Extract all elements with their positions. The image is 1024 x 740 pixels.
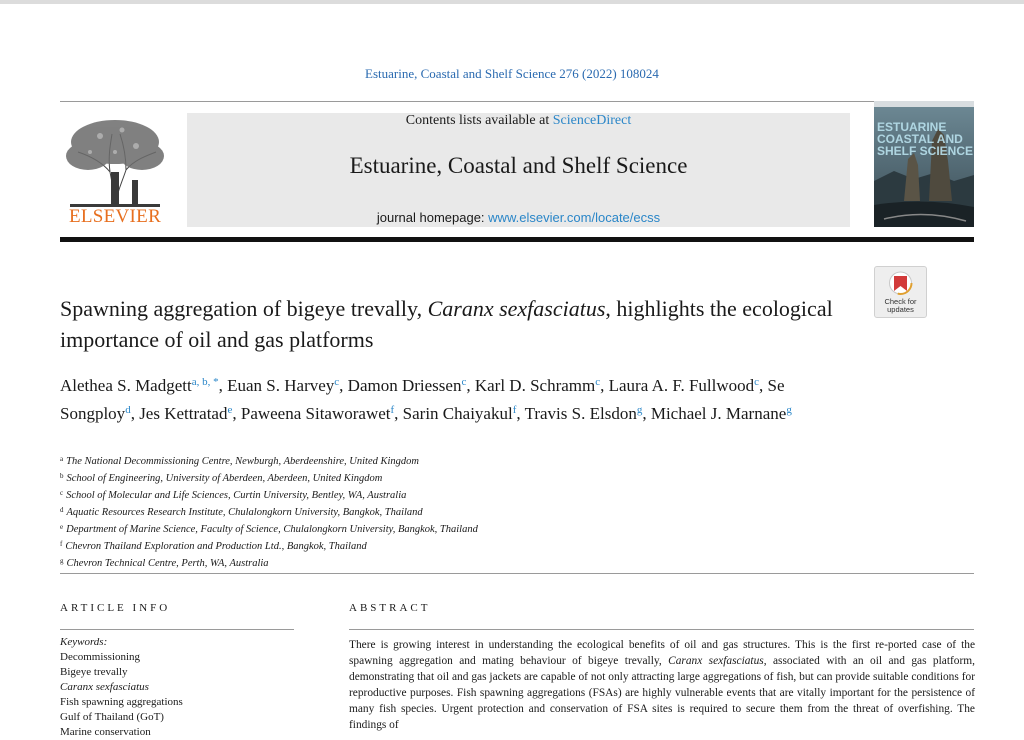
keyword-item: Caranx sexfasciatus <box>60 681 149 693</box>
journal-cover-image <box>874 101 974 227</box>
check-updates-icon <box>875 267 926 299</box>
author-name[interactable]: Jes Kettratad <box>139 404 228 423</box>
author-name[interactable]: Se Songploy <box>60 376 785 423</box>
check-for-updates-button[interactable]: Check for updates <box>874 266 927 318</box>
abstract-heading: ABSTRACT <box>349 602 431 614</box>
keyword-item: Gulf of Thailand (GoT) <box>60 711 164 723</box>
author-affiliation-marker[interactable]: a, b, * <box>191 376 219 388</box>
viewer-top-bar <box>0 0 1024 4</box>
journal-homepage-link[interactable]: www.elsevier.com/locate/ecss <box>488 210 661 225</box>
author-name[interactable]: Michael J. Marnane <box>650 404 787 423</box>
author-affiliation-marker[interactable]: f <box>512 404 517 416</box>
author-affiliation-marker[interactable]: c <box>461 376 467 388</box>
author-affiliation-marker[interactable]: g <box>636 404 643 416</box>
author-name[interactable]: Euan S. Harvey <box>227 376 335 395</box>
affiliation-item: $^d$ Aquatic Resources Research Institute, Chulalongkorn University, Bangkok, Thailand <box>60 506 423 518</box>
homepage-line: journal homepage: www.elsevier.com/locate/ecss <box>376 210 661 225</box>
cover-title-text: ESTUARINE COASTAL AND SHELF SCIENCE <box>877 120 974 158</box>
author-name[interactable]: Laura A. F. Fullwood <box>608 376 755 395</box>
keyword-list <box>60 650 300 740</box>
author-affiliation-marker[interactable]: c <box>334 376 340 388</box>
keywords-label: Keywords: <box>60 636 108 648</box>
author-name[interactable]: Alethea S. Madgett <box>60 376 192 395</box>
keyword-item: Decommissioning <box>60 651 141 663</box>
sciencedirect-link[interactable]: ScienceDirect <box>552 113 632 128</box>
elsevier-wordmark: ELSEVIER <box>68 206 162 227</box>
article-info-heading: ARTICLE INFO <box>60 602 171 614</box>
header-bottom-rule <box>60 237 974 242</box>
author-affiliation-marker[interactable]: g <box>786 404 792 416</box>
author-affiliation-marker[interactable]: f <box>390 404 395 416</box>
article-title: Spawning aggregation of bigeye trevally, Caranx sexfasciatus, highlights the ecological importance of oil and gas platforms <box>60 296 833 352</box>
author-name[interactable]: Sarin Chaiyakul <box>402 404 513 423</box>
author-list: Alethea S. Madgett$^{a, b, *}$, Euan S. Harvey$^c$, Damon Driessen$^c$, Karl D. Schramm$^c$, Laura A. F. Fullwood$^c$, Se Songploy$^d$, Jes Kettratad$^e$, Paweena Sitaworawet$^f$, Sarin Chaiyakul$^f$, Travis S. Elsdon$^g$, Michael J. Marnane$^g$ <box>60 376 792 423</box>
author-affiliation-marker[interactable]: d <box>125 404 131 416</box>
abstract-text: There is growing interest in understanding the ecological benefits of oil and gas structures. This is the first re-ported case of the spawning aggregation and mating behaviour of bigeye trevally, Caranx sexfasciatus, associated with an oil and gas platform, demonstrating that oil and gas jackets are capable of not only attracting large aggregations of fish, but can provide suitable conditions for reproductive purposes. Fish spawning aggregations (FSAs) are highly vulnerable events that are vitally important for the persistence of many fish species. Urgent protection and conservation of FSA sites is required to secure them from the threat of overfishing. The findings of <box>349 639 975 731</box>
author-affiliation-marker[interactable]: c <box>754 376 760 388</box>
author-affiliation-marker[interactable]: e <box>227 404 233 416</box>
keyword-item: Marine conservation <box>60 726 151 738</box>
affiliation-item: $^c$ School of Molecular and Life Sciences, Curtin University, Bentley, WA, Australia <box>60 489 407 501</box>
affiliations-rule <box>60 573 974 574</box>
affiliation-item: $^g$ Chevron Technical Centre, Perth, WA, Australia <box>60 557 269 569</box>
journal-banner <box>187 113 850 227</box>
author-name[interactable]: Damon Driessen <box>347 376 462 395</box>
author-name[interactable]: Paweena Sitaworawet <box>240 404 391 423</box>
affiliation-list <box>60 452 860 571</box>
keyword-item: Bigeye trevally <box>60 666 128 678</box>
abstract-rule <box>349 629 974 630</box>
affiliation-item: $^a$ The National Decommissioning Centre, Newburgh, Aberdeenshire, United Kingdom <box>60 455 420 467</box>
author-name[interactable]: Travis S. Elsdon <box>524 404 637 423</box>
author-affiliation-marker[interactable]: c <box>595 376 601 388</box>
keywords-block <box>60 635 300 740</box>
affiliation-item: $^f$ Chevron Thailand Exploration and Production Ltd., Bangkok, Thailand <box>60 540 367 552</box>
article-info-rule <box>60 629 294 630</box>
affiliation-item: $^e$ Department of Marine Science, Faculty of Science, Chulalongkorn University, Bangkok, Thailand <box>60 523 478 535</box>
journal-citation[interactable]: Estuarine, Coastal and Shelf Science 276 (2022) 108024 <box>365 66 659 81</box>
affiliation-item: $^b$ School of Engineering, University of Aberdeen, Aberdeen, United Kingdom <box>60 472 383 484</box>
header-top-rule <box>60 101 974 102</box>
contents-line: Contents lists available at ScienceDirect <box>405 113 632 128</box>
keyword-item: Fish spawning aggregations <box>60 696 183 708</box>
journal-title: Estuarine, Coastal and Shelf Science <box>349 153 688 178</box>
author-name[interactable]: Karl D. Schramm <box>474 376 596 395</box>
